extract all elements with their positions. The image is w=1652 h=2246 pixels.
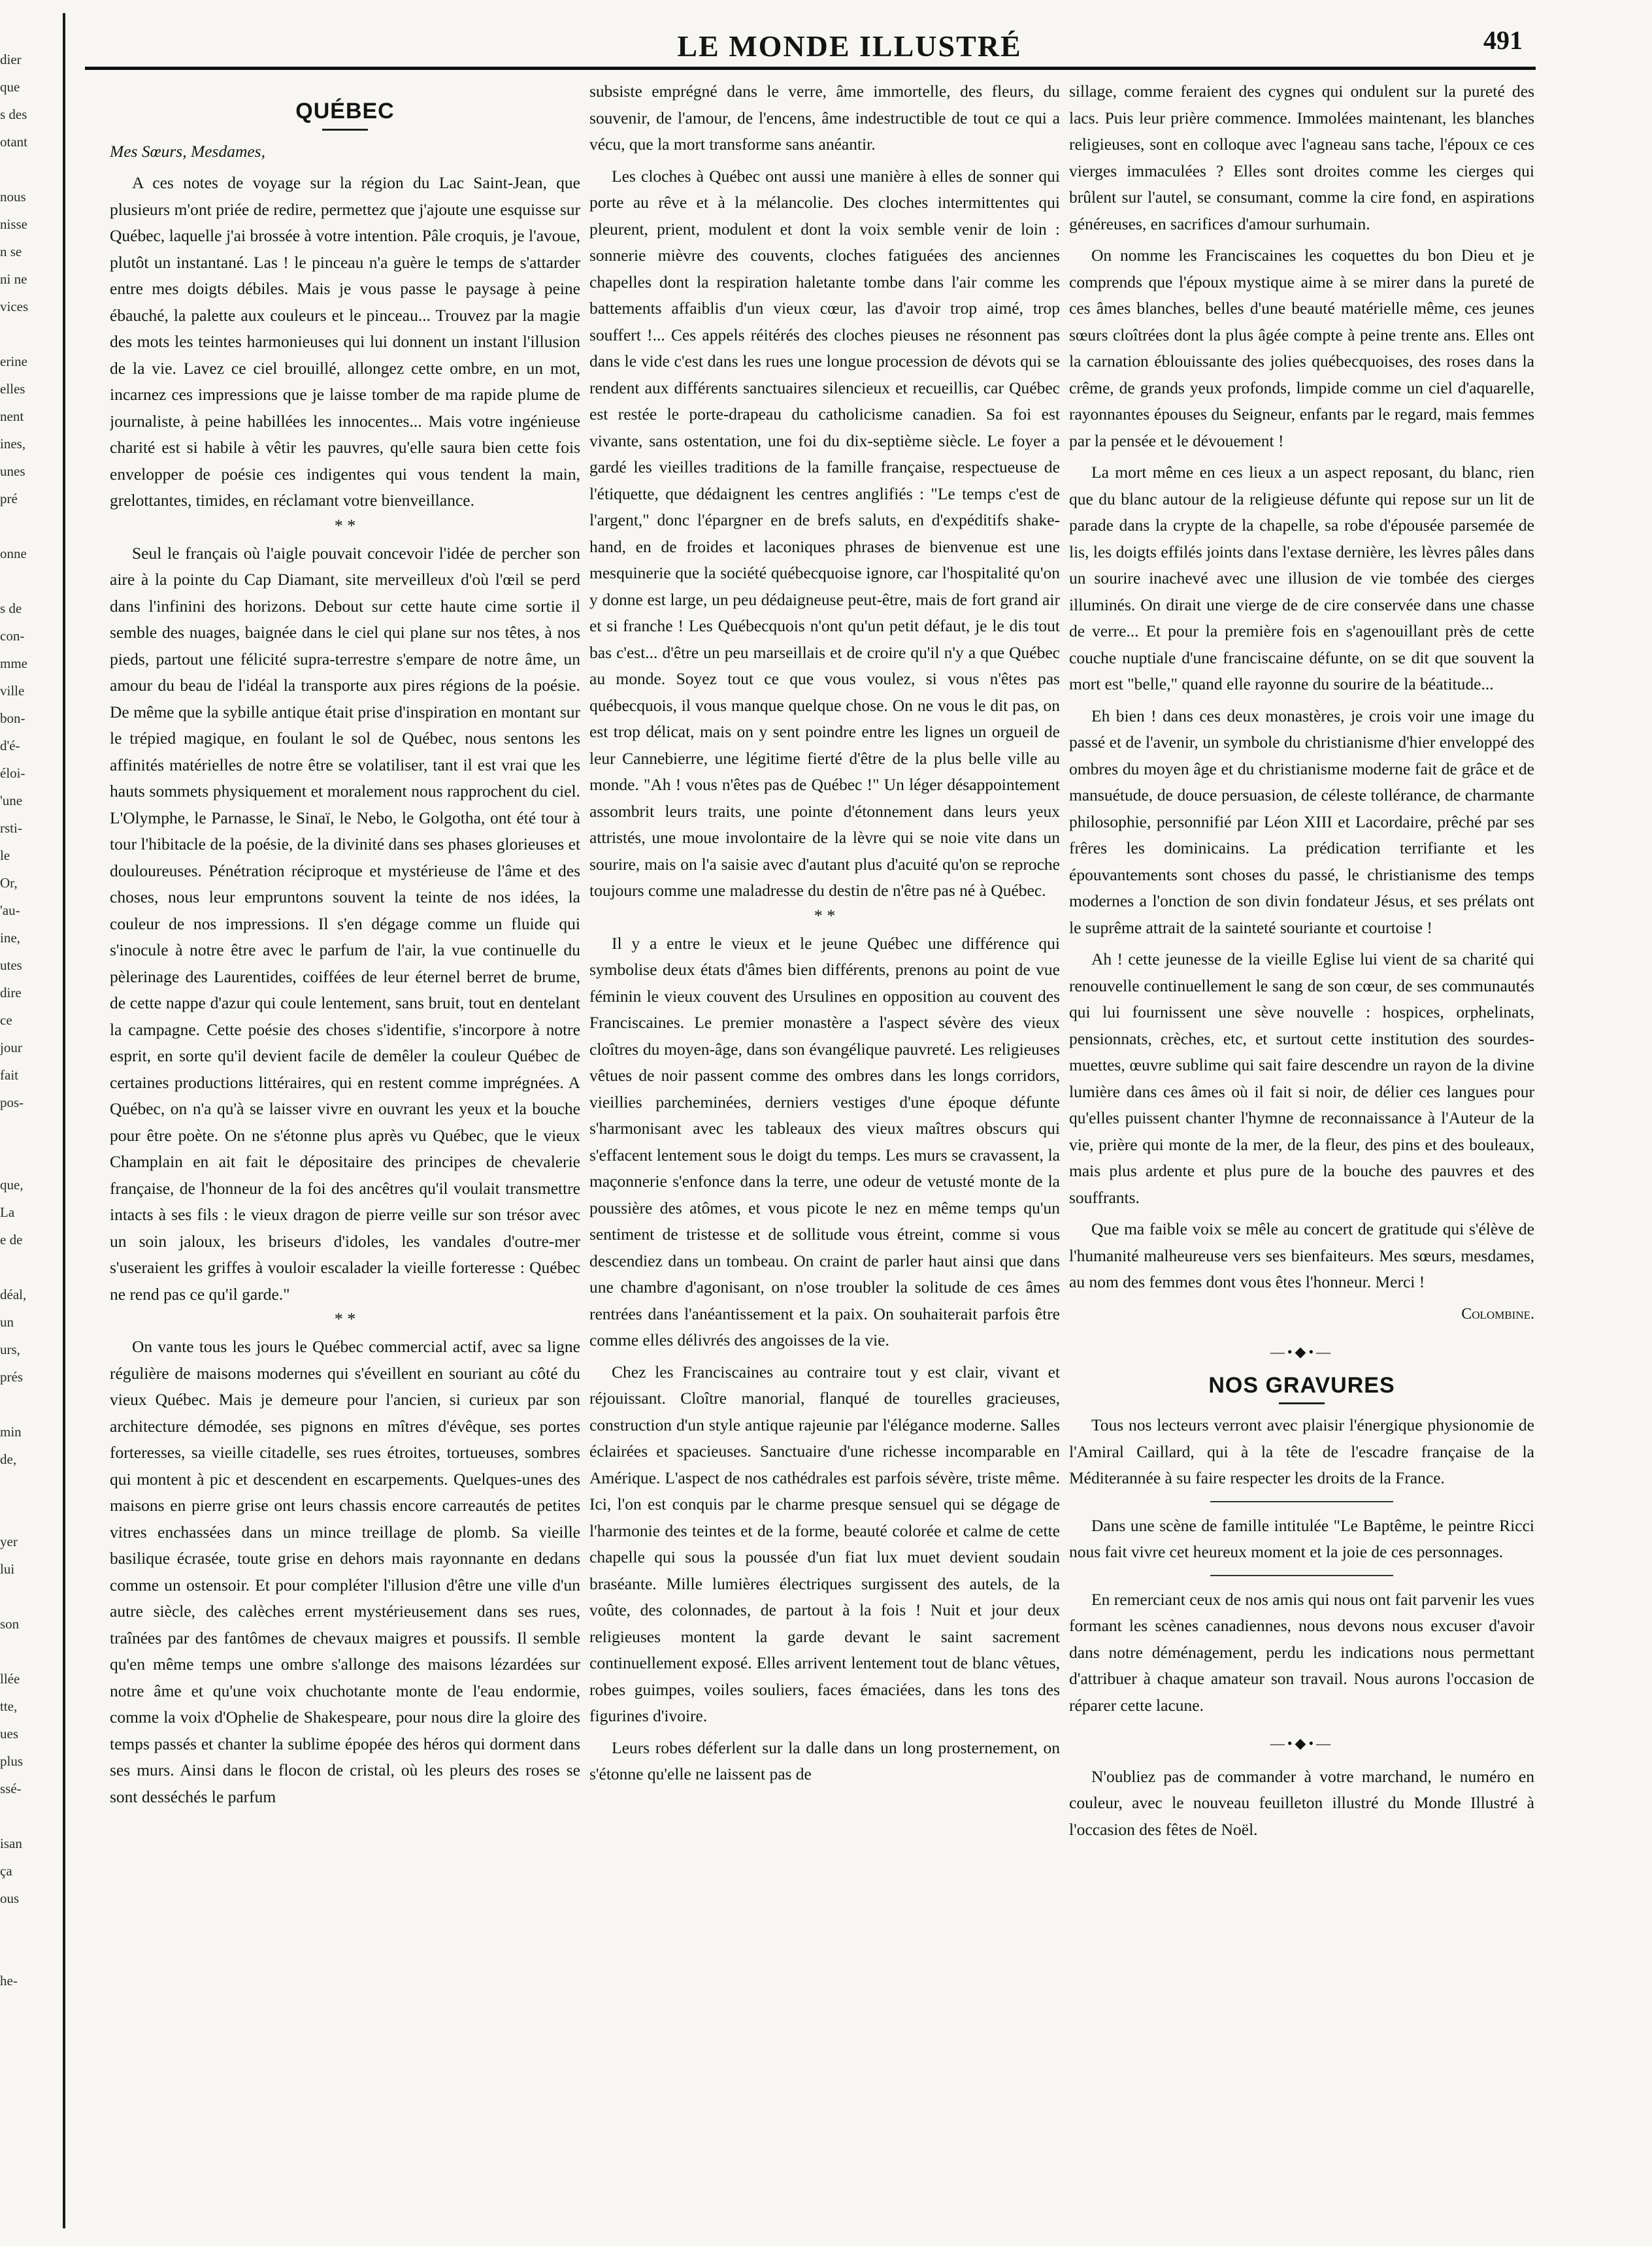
fragment-line: [0, 1912, 47, 1940]
section-stars: * *: [334, 1310, 356, 1329]
paragraph-rule: [1210, 1501, 1393, 1502]
fragment-line: [0, 1940, 47, 1967]
fragment-line: urs,: [0, 1342, 20, 1357]
paragraph: sillage, comme feraient des cygnes qui ondulent sur la pureté des lacs. Puis leur prière commence. Immolées maintenant, les blanches religieuses, sont en colloque avec l'agneau sans tache, l'époux ce ces vierges immaculées ? Elles sont droites comme les cierges qui brûlent sur l'autel, se consumant, comme la cire fond, en aspirations généreuses, en sacrifices d'amour surhumain.: [1069, 82, 1534, 233]
fragment-line: lui: [0, 1561, 15, 1577]
paragraph: Seul le français où l'aigle pouvait concevoir l'idée de percher son aire à la pointe du Cap Diamant, site merveilleux d'où l'œil se perd dans l'infinini des horizons. Debout sur cette haute cime sortie il semble des nuages, baignée dans le ciel qui plane sur nos têtes, à nos pieds, partout une félicité supra-terrestre s'empare de notre âme, un amour du beau de l'idéal la transporte aux pires régions de la poésie. De même que la sybille antique était prise d'inspiration en montant sur le trépied magique, en foulant le sol de Québec, nous sentons les affinités matérielles de notre être se volatiliser, tant il est vrai que les hauts sommets physiquement et moralement nous rapprochent du ciel. L'Olymphe, le Parnasse, le Sinaï, le Nebo, le Golgotha, ont été tour à tour l'hibitacle de la poésie, de la divinité dans ses phases glorieuses et douloureuses. Pénétration réciproque et mystérieuse de l'âme et des choses, nous leur empruntons souvent la teinte de nos idées, la couleur de nos impressions. Il s'en dégage comme un fluide qui s'inocule à notre être avec le parfum de l'air, la vue continuelle du pèlerinage des Laurentides, coiffées de leur éternel berret de brume, de cette nappe d'azur qui coule lentement, sans bruit, tout en dentelant la campagne. Cette poésie des choses s'identifie, s'incorpore à notre esprit, en sorte qu'il devient facile de demêler la couleur Québec de certaines productions littéraires, qui en restent comme imprégnées. A Québec, on n'a qu'à se laisser vivre en ouvrant les yeux et la bouche pour être poète. On ne s'étonne plus après vu Québec, que le vieux Champlain en ait fait le dépositaire des principes de chevalerie française, de l'honneur de la foi des ancêtres qu'il voulait transmettre intacts à ses fils : le vieux dragon de pierre veille sur son trésor avec un soin jaloux, les briseurs d'idoles, les vandales d'outre-mer s'useraient les griffes à vouloir escalader la vieille forteresse : Québec ne rend pas ce qu'il garde.": [110, 543, 580, 1304]
masthead: [85, 21, 1536, 70]
fragment-line: e de: [0, 1232, 23, 1247]
fragment-line: vices: [0, 299, 29, 314]
article-heading: QUÉBEC: [295, 99, 395, 124]
author-signature: Colombine.: [1461, 1305, 1534, 1323]
fragment-line: plus: [0, 1753, 24, 1769]
fragment-line: 'au-: [0, 902, 20, 918]
fragment-line: pré: [0, 491, 18, 506]
fragment-line: utes: [0, 957, 22, 973]
fragment-line: erine: [0, 354, 27, 369]
paragraph: On vante tous les jours le Québec commercial actif, avec sa ligne régulière de maisons modernes qui s'éveillent en souriant au côté du vieux Québec. Mais je demeure pour l'ancien, si curieux par son architecture démodée, ses pignons en mîtres d'évêque, ses portes forteresses, sa vieille citadelle, ses rues étroites, tortueuses, sombres qui montent à pic et descendent en escarpements. Quelques-unes des maisons en pierre grise ont leurs chassis encore carreautés de petites vitres enchassées dans un mince treillage de plomb. Sa vieille basilique écrasée, toute grise en dehors mais rayonnante en dedans comme un ostensoir. Et pour compléter l'illusion d'être une ville d'un autre siècle, des calèches errent mystérieusement dans ses rues, traînées par des fantômes de chevaux maigres et poussifs. Il semble qu'en même temps une ombre s'allonge des maisons lézardées sur notre âme et qu'une voix chuchotante monte de l'eau endormie, comme la voix d'Ophelie de Shakespeare, pour nous dire la gloire des temps passés et chanter la sublime épopée des héros qui dorment dans ses murs. Ainsi dans le flocon de cristal, où les pleurs des roses se sont desséchés le parfum: [110, 1337, 580, 1806]
fragment-line: n se: [0, 244, 22, 259]
fragment-line: ues: [0, 1726, 18, 1742]
fragment-line: bon-: [0, 710, 25, 726]
fragment-line: elles: [0, 381, 25, 397]
column-1: [110, 78, 580, 2235]
fragment-line: nisse: [0, 216, 27, 232]
fragment-line: tte,: [0, 1698, 18, 1714]
fragment-line: [0, 1473, 47, 1500]
fragment-line: [0, 320, 47, 348]
fragment-line: déal,: [0, 1287, 27, 1302]
fragment-line: con-: [0, 628, 25, 644]
ornamental-divider: —•◆•—: [1270, 1735, 1334, 1751]
fragment-line: d'é-: [0, 738, 20, 753]
paragraph: Les cloches à Québec ont aussi une manière à elles de sonner qui porte au rêve et à la mélancolie. Des cloches intermittentes qui pleurent, prient, modulent et dont la voix semble venir de loin : sonnerie mièvre des couvents, cloches fatiguées des anciennes chapelles dont la respiration haletante tombe dans l'air comme les battements affaiblis d'un vieux cœur, las d'avoir trop aimé, trop souffert !... Ces appels réitérés des cloches pieuses ne résonnent pas dans le vide c'est dans les rues une longue procession de dévots qui se rendent aux différents sanctuaires silencieux et recueillis, car Québec est restée le porte-drapeau du catholicisme canadien. Sa foi est vivante, sans ostentation, une foi du dix-septième siècle. Le foyer a gardé les vieilles traditions de la famille française, respectueuse de l'étiquette, que dédaignent les centres anglifiés : "Le temps c'est de l'argent," donc l'épargner en de brefs saluts, en d'expéditifs shake-hand, en de froides et laconiques phrases de bienvenue est une mesquinerie que la société québecquoise ignore, car l'hospitalité qu'on y donne est large, un peu dédaigneuse peut-être, mais de fort grand air et si franche ! Les Québecquois n'ont qu'un petit défaut, je le dis tout bas c'est... d'être un peu marseillais et de croire qu'il n'y a que Québec au monde. Soyez tout ce que vous voulez, si vous n'êtes pas québecquois, il vous manque quelque chose. On ne vous le dit pas, on est trop délicat, mais on y sent poindre entre les lignes un orgueil de leur Cannebierre, une légitime fierté d'être de la plus belle ville au monde. "Ah ! vous n'êtes pas de Québec !" Un léger désappointement assombrit leurs traits, une pointe d'étonnement dans leurs yeux attristés, une moue involontaire de la lèvre qui se noie vite dans un sourire, mais on l'a saisie avec d'autant plus d'acuité qu'on se reproche toujours comme une maladresse du destin de n'être pas né à Québec.: [589, 166, 1060, 900]
ornamental-divider: —•◆•—: [1270, 1344, 1334, 1360]
fragment-line: [0, 512, 47, 540]
fragment-line: ni ne: [0, 271, 27, 287]
fragment-line: La: [0, 1204, 15, 1220]
section-heading: NOS GRAVURES: [1208, 1372, 1395, 1398]
fragment-line: [0, 156, 47, 183]
fragment-line: ce: [0, 1012, 12, 1028]
paragraph: subsiste emprégné dans le verre, âme immortelle, des fleurs, du souvenir, de l'amour, de l'encens, âme indestructible de tout ce qui a vécu, que la mort transforme sans anéantir.: [589, 82, 1060, 154]
fragment-line: de,: [0, 1451, 17, 1467]
paragraph: Chez les Franciscaines au contraire tout y est clair, vivant et réjouissant. Cloître manorial, flanqué de tourelles gracieuses, construction d'un style antique rajeunie par l'élégance moderne. Salles éclairées et spacieuses. Sanctuaire d'une richesse incomparable en Amérique. L'aspect de nos cathédrales est parfois sévère, triste même. Ici, l'on est conquis par le charme presque sensuel qui se dégage de l'harmonie des teintes et de la forme, beauté colorée et calme de cette chapelle qui sous la poussée d'un fiat lux muet devient soudain braséante. Mille lumières électriques surgissent des autels, de la voûte, des colonnades, de partout à la fois ! Nuit et jour deux religieuses montent la garde devant le saint sacrement continuellement exposé. Elles arrivent lentement tout de blanc vêtues, robes guimpes, voiles souliers, faces émaciées, dans les tons des figurines d'ivoire.: [589, 1362, 1060, 1725]
fragment-line: [0, 1500, 47, 1528]
fragment-line: onne: [0, 546, 27, 561]
fragment-line: [0, 1144, 47, 1171]
paragraph: A ces notes de voyage sur la région du Lac Saint-Jean, que plusieurs m'ont priée de redire, permettez que j'ajoute une esquisse sur Québec, laquelle j'ai brossée à votre intention. Pâle croquis, je l'avoue, plutôt un instantané. Las ! le pinceau n'a guère le temps de s'attarder entre mes doigts débiles. Mais je vous passe le paysage à peine ébauché, la palette aux couleurs et le pinceau... Trouvez par la magie des mots les teintes harmonieuses qui lui donnent un instant l'illusion de la vie. Lavez ce ciel brouillé, allongez cette ombre, en un mot, incarnez ces impressions que je laisse tomber de ma rapide plume de journaliste, à peine habillées les innocentes... Mais votre ingénieuse charité est si habile à vêtir les pauvres, qu'elle saura bien cette fois envelopper de poésie ces indigentes qui vous tendent la main, grelottantes, timides, en réclamant votre bienveillance.: [110, 173, 580, 510]
fragment-line: que: [0, 79, 20, 95]
paragraph: Il y a entre le vieux et le jeune Québec une différence qui symbolise deux états d'âmes bien différents, prenons au point de vue féminin le vieux couvent des Ursulines en opposition au couvent des Franciscaines. Le premier monastère a l'aspect sévère des vieux cloîtres du moyen-âge, dans son évangélique pauvreté. Les religieuses vêtues de noir passent comme des ombres dans les longs corridors, vieillies parcheminées, derniers vestiges d'une époque défunte s'harmonisant avec les tableaux des vieux maîtres obscurs qui s'effacent lentement sous le doigt du temps. Les murs se cravassent, la maçonnerie s'enfonce dans la terre, une odeur de vetusté monte de la poussière des atômes, et vous picote le nez en même temps qu'un sentiment de tristesse et de sollitude vous étreint, comme si vous descendiez dans un tombeau. On craint de parler haut ainsi que dans une chambre d'agonisant, on n'ose troubler la solitude de ces âmes rentrées dans l'anéantissement et la paix. On souhaiterait parfois être comme elles délivrés des angoisses de la vie.: [589, 933, 1060, 1349]
fragment-line: isan: [0, 1836, 22, 1851]
column-3: [1069, 78, 1534, 2235]
column-2: [589, 78, 1060, 2235]
fragment-line: nous: [0, 189, 26, 205]
paragraph: Que ma faible voix se mêle au concert de gratitude qui s'élève de l'humanité malheureuse vers ses bienfaiteurs. Mes sœurs, mesdames, au nom des femmes dont vous êtes l'honneur. Merci !: [1069, 1219, 1534, 1291]
page-edge-rule: [63, 13, 65, 2228]
fragment-line: ines,: [0, 436, 26, 452]
newspaper-title: LE MONDE ILLUSTRÉ: [677, 29, 1022, 63]
heading-rule: [1279, 1402, 1325, 1404]
section-stars: * *: [334, 516, 356, 535]
paragraph: En remerciant ceux de nos amis qui nous ont fait parvenir les vues formant les scènes canadiennes, nous devons nous excuser d'avoir dans notre déménagement, perdu les indications nous permettant d'attribuer à chaque amateur son travail. Nous aurons l'occasion de réparer cette lacune.: [1069, 1589, 1534, 1715]
paragraph: La mort même en ces lieux a un aspect reposant, du blanc, rien que du blanc autour de la religieuse défunte qui repose sur un lit de parade dans la crypte de la chapelle, sa robe d'épousée parsemée de lis, les doigts effilés joints dans l'extase dernière, les lèvres pâles dans un sourire inachevé avec une illusion de vie tombée des cierges illuminés. On dirait une vierge de de cire conservée dans une chasse de verre... Et pour la première fois en s'agenouillant près de cette couche nuptiale d'une franciscaine défunte, on se dit que souvent la mort est "belle," quand elle rayonne du sourire de la béatitude...: [1069, 463, 1534, 693]
paragraph: On nomme les Franciscaines les coquettes du bon Dieu et je comprends que l'époux mystique aime à se mirer dans la pureté de ces âmes blanches, belles d'une beauté matérielle même, ces jeunes sœurs cloîtrées dont la plus âgée compte à peine trente ans. Elles ont la carnation éblouissante des jolies québecquoises, des roses dans la crême, de grands yeux profonds, limpide comme un ciel d'aquarelle, rayonnantes épouses du Seigneur, enfants par le regard, mais femmes par la pensée et le dévouement !: [1069, 246, 1534, 450]
fragment-line: [0, 1391, 47, 1418]
fragment-line: 'une: [0, 793, 23, 808]
fragment-line: otant: [0, 134, 27, 150]
adjacent-page-fragment: [0, 46, 47, 2170]
paragraph: Eh bien ! dans ces deux monastères, je crois voir une image du passé et de l'avenir, un symbole du christianisme d'hier enveloppé des ombres du moyen âge et du christianisme moderne fait de grâce et de mansuétude, de douce persuasion, de céleste tollérance, de charmante philosophie, personnifié par Léon XIII et Lacordaire, prêché par ses frêres les dominicains. La prédication terrifiante et les épouvantements sont choses du passé, le christianisme des temps modernes a l'onction de son divin fondateur Jésus, et ses prélats ont le suprême attrait de la sainteté souriante et courtoise !: [1069, 706, 1534, 937]
fragment-line: Or,: [0, 875, 18, 891]
fragment-line: dier: [0, 52, 22, 67]
fragment-line: min: [0, 1424, 22, 1440]
fragment-line: un: [0, 1314, 14, 1330]
fragment-line: nent: [0, 408, 24, 424]
heading-rule: [322, 129, 368, 131]
fragment-line: [0, 1253, 47, 1281]
fragment-line: fait: [0, 1067, 18, 1083]
fragment-line: ous: [0, 1891, 20, 1906]
fragment-line: que,: [0, 1177, 24, 1193]
fragment-line: dire: [0, 985, 22, 1000]
paragraph-rule: [1210, 1575, 1393, 1576]
paragraph: Tous nos lecteurs verront avec plaisir l'énergique physionomie de l'Amiral Caillard, qui à la tête de l'escadre française de la Méditerannée à su faire respecter les droits de la France.: [1069, 1415, 1534, 1487]
fragment-line: ville: [0, 683, 25, 699]
fragment-line: s des: [0, 107, 27, 122]
fragment-line: rsti-: [0, 820, 22, 836]
fragment-line: s de: [0, 601, 22, 616]
fragment-line: he-: [0, 1973, 18, 1989]
page-number: 491: [1483, 25, 1523, 55]
fragment-line: jour: [0, 1040, 22, 1055]
fragment-line: ine,: [0, 930, 20, 946]
paragraph: N'oubliez pas de commander à votre marchand, le numéro en couleur, avec le nouveau feuilleton illustré du Monde Illustré à l'occasion des fêtes de Noël.: [1069, 1766, 1534, 1839]
fragment-line: [0, 1802, 47, 1830]
fragment-line: ssé-: [0, 1781, 22, 1796]
fragment-line: son: [0, 1616, 20, 1632]
section-stars: * *: [814, 906, 836, 925]
fragment-line: [0, 1116, 47, 1144]
fragment-line: llée: [0, 1671, 20, 1687]
fragment-line: [0, 567, 47, 595]
fragment-line: mme: [0, 655, 27, 671]
fragment-line: [0, 1583, 47, 1610]
fragment-line: unes: [0, 463, 25, 479]
paragraph: Leurs robes déferlent sur la dalle dans un long prosternement, on s'étonne qu'elle ne laissent pas de: [589, 1738, 1060, 1783]
paragraph: Dans une scène de famille intitulée "Le Baptême, le peintre Ricci nous fait vivre cet heureux moment et la joie de ces personnages.: [1069, 1515, 1534, 1561]
fragment-line: yer: [0, 1534, 18, 1549]
fragment-line: prés: [0, 1369, 23, 1385]
salutation: Mes Sœurs, Mesdames,: [110, 141, 265, 161]
fragment-line: pos-: [0, 1095, 24, 1110]
fragment-line: le: [0, 848, 10, 863]
fragment-line: [0, 1638, 47, 1665]
fragment-line: ça: [0, 1863, 12, 1879]
paragraph: Ah ! cette jeunesse de la vieille Eglise lui vient de sa charité qui renouvelle continuellement le sang de son cœur, de ses communautés qui lui fournissent une sève nouvelle : hospices, orphelinats, pensionnats, crèches, etc, et surtout cette institution des sourdes-muettes, œuvre sublime qui sait faire descendre un rayon de la divine lumière dans ces âmes où il fait si noir, de délier ces langues pour qu'elles puissent chanter l'hymne de reconnaissance à l'Auteur de la vie, prière qui monte de la mer, de la fleur, des pins et des bouleaux, mais plus ardente et plus pure de la bouche des pauvres et des souffrants.: [1069, 950, 1534, 1207]
fragment-line: éloi-: [0, 765, 25, 781]
